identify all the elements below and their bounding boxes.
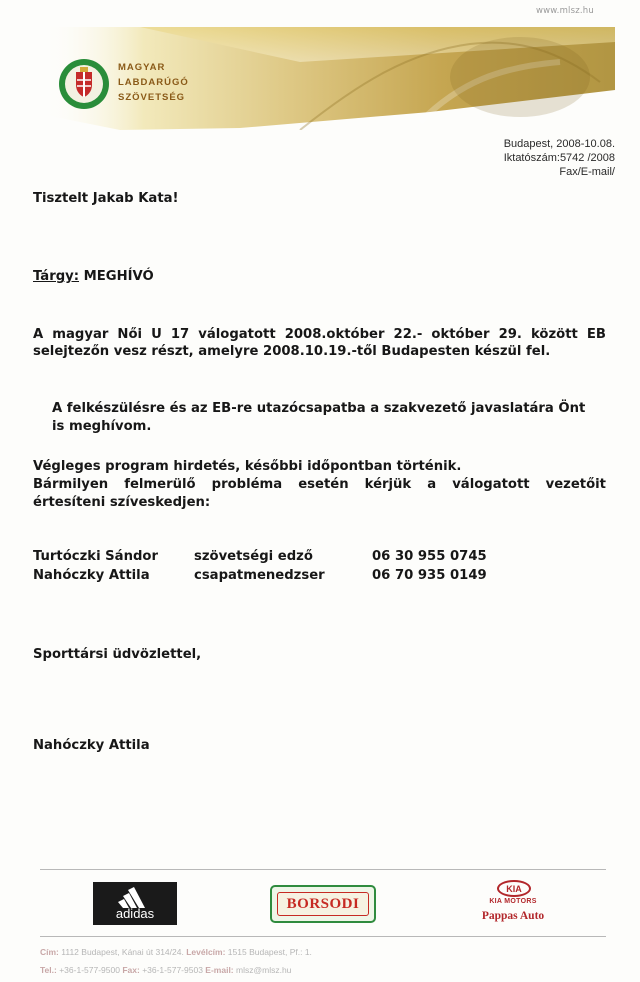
tel-label: Tel.: (40, 965, 57, 975)
tel-value: +36-1-577-9500 (59, 965, 120, 975)
salutation: Tisztelt Jakab Kata! (33, 191, 179, 206)
paragraph-2-line-2: is meghívom. (52, 419, 152, 434)
closing-greeting: Sporttársi üdvözlettel, (33, 647, 202, 662)
word: esetén (298, 477, 349, 492)
word: EB (586, 327, 606, 342)
word: vezetőit (545, 477, 606, 492)
mail-label: Levélcím: (186, 947, 226, 957)
contact-name: Nahóczky Attila (33, 568, 150, 583)
place-date: Budapest, 2008-10.08. (503, 138, 615, 150)
word: kérjük (364, 477, 412, 492)
federation-name-line-1: MAGYAR (118, 62, 166, 73)
kia-motors-text: KIA MOTORS (489, 898, 537, 905)
mail-value: 1515 Budapest, Pf.: 1. (227, 947, 312, 957)
federation-crest-icon (58, 58, 110, 110)
federation-name-line-2: LABDARÚGÓ (118, 77, 189, 88)
letter-meta (504, 137, 615, 179)
email-value: mlsz@mlsz.hu (236, 965, 292, 975)
word: válogatott (198, 327, 276, 342)
kia-pappas-logo (466, 880, 560, 928)
address-label: Cím: (40, 947, 59, 957)
borsodi-wordmark: BORSODI (277, 892, 369, 916)
paragraph-3-line-3: értesíteni szíveskedjen: (33, 495, 211, 510)
word: között (530, 327, 578, 342)
paragraph-2-line-1: A felkészülésre és az EB-re utazócsapatba a szakvezető javaslatára Önt (52, 401, 586, 416)
word: A (33, 327, 44, 342)
word: október (431, 327, 490, 342)
paragraph-3-line-1: Végleges program hirdetés, későbbi időpontban történik. (33, 459, 462, 474)
word: Bármilyen (33, 477, 109, 492)
word: 17 (170, 327, 190, 342)
signature-name: Nahóczky Attila (33, 738, 150, 753)
federation-name (118, 60, 189, 105)
kia-emblem: KIA (497, 880, 531, 897)
word: U (151, 327, 162, 342)
word: válogatott (452, 477, 530, 492)
paragraph-3 (33, 476, 606, 493)
delivery-channel: Fax/E-mail/ (559, 166, 615, 178)
paragraph-1 (33, 326, 606, 360)
footer-divider (40, 936, 606, 937)
adidas-wordmark: adidas (115, 906, 155, 921)
paragraph-1-line-1 (33, 326, 606, 343)
contact-role: csapatmenedzser (194, 568, 325, 583)
federation-name-line-3: SZÖVETSÉG (118, 92, 186, 103)
subject-label: Tárgy: (33, 269, 80, 284)
contact-role: szövetségi edző (194, 549, 313, 564)
subject-line (33, 268, 154, 285)
email-label: E-mail: (205, 965, 234, 975)
address-value: 1112 Budapest, Kánai út 314/24. (61, 947, 184, 957)
borsodi-logo (270, 885, 376, 923)
contact-name: Turtóczki Sándor (33, 549, 158, 564)
adidas-logo (93, 882, 177, 925)
word: 22.- (393, 327, 423, 342)
word: probléma (211, 477, 283, 492)
word: a (427, 477, 437, 492)
pappas-auto-text: Pappas Auto (481, 910, 545, 922)
word: magyar (52, 327, 109, 342)
footer-contact-line (40, 965, 291, 975)
paragraph-3-line-2 (33, 476, 606, 493)
word: Női (117, 327, 143, 342)
word: 29. (498, 327, 522, 342)
fax-label: Fax: (122, 965, 140, 975)
fax-value: +36-1-577-9503 (142, 965, 203, 975)
footer-address-line (40, 947, 312, 957)
contact-phone: 06 30 955 0745 (372, 549, 487, 564)
contact-phone: 06 70 935 0149 (372, 568, 487, 583)
website-url: www.mlsz.hu (536, 6, 594, 16)
footer-divider (40, 869, 606, 870)
word: 2008.október (284, 327, 385, 342)
word: felmerülő (124, 477, 196, 492)
registry-number: Iktatószám:5742 /2008 (503, 152, 615, 164)
subject-value: MEGHÍVÓ (83, 269, 154, 284)
paragraph-1-line-2: selejtezőn vesz részt, amelyre 2008.10.19.-től Budapesten készül fel. (33, 344, 551, 359)
